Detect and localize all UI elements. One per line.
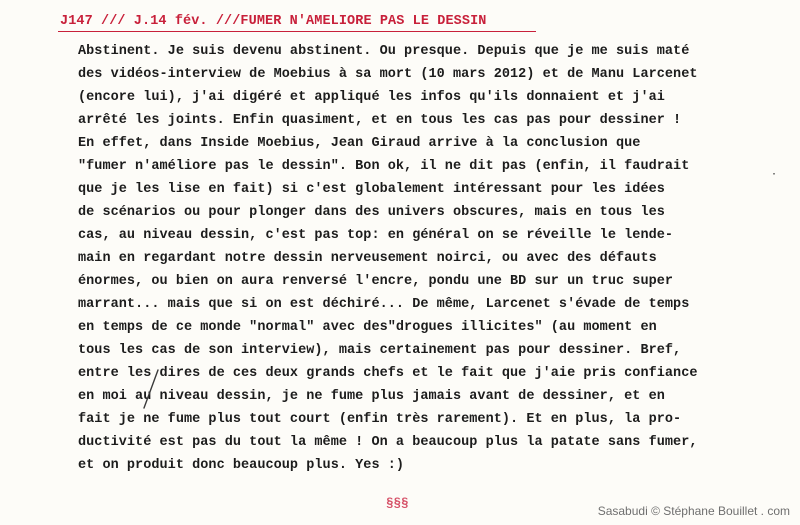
text-line: En effet, dans Inside Moebius, Jean Giraud arrive à la conclusion que	[78, 136, 641, 151]
margin-mark-icon: ·	[771, 169, 778, 180]
text-line: (encore lui), j'ai digéré et appliqué les infos qu'ils donnaient et j'ai	[78, 90, 665, 105]
page-title: J147 /// J.14 fév. ///FUMER N'AMELIORE PAS LE DESSIN	[60, 14, 487, 29]
copyright-credit: Sasabudi © Stéphane Bouillet . com	[597, 504, 790, 518]
body-text	[78, 40, 778, 477]
text-line: des vidéos-interview de Moebius à sa mort (10 mars 2012) et de Manu Larcenet	[78, 67, 698, 82]
text-line: ductivité est pas du tout la même ! On a beaucoup plus la patate sans fumer,	[78, 435, 698, 450]
signature-mark: §§§	[386, 497, 409, 511]
text-line: main en regardant notre dessin nerveusement noirci, ou avec des défauts	[78, 251, 657, 266]
text-line: en temps de ce monde "normal" avec des"drogues illicites" (au moment en	[78, 320, 657, 335]
text-line: fait je ne fume plus tout court (enfin très rarement). Et en plus, la pro-	[78, 412, 682, 427]
text-line: et on produit donc beaucoup plus. Yes :)	[78, 458, 405, 473]
text-line: de scénarios ou pour plonger dans des univers obscures, mais en tous les	[78, 205, 665, 220]
text-line: que je les lise en fait) si c'est globalement intéressant pour les idées	[78, 182, 665, 197]
text-line: tous les cas de son interview), mais certainement pas pour dessiner. Bref,	[78, 343, 682, 358]
text-line: entre les dires de ces deux grands chefs et le fait que j'aie pris confiance	[78, 366, 698, 381]
text-line: cas, au niveau dessin, c'est pas top: en général on se réveille le lende-	[78, 228, 674, 243]
text-line: arrêté les joints. Enfin quasiment, et en tous les cas pas pour dessiner !	[78, 113, 682, 128]
text-line: marrant... mais que si on est déchiré... De même, Larcenet s'évade de temps	[78, 297, 690, 312]
text-line: Abstinent. Je suis devenu abstinent. Ou presque. Depuis que je me suis maté	[78, 44, 690, 59]
text-line: en moi au niveau dessin, je ne fume plus jamais avant de dessiner, et en	[78, 389, 665, 404]
title-underline	[58, 31, 536, 32]
pen-stroke-icon	[140, 368, 162, 410]
text-line: "fumer n'améliore pas le dessin". Bon ok, il ne dit pas (enfin, il faudrait	[78, 159, 690, 174]
text-line: énormes, ou bien on aura renversé l'encre, pondu une BD sur un truc super	[78, 274, 674, 289]
